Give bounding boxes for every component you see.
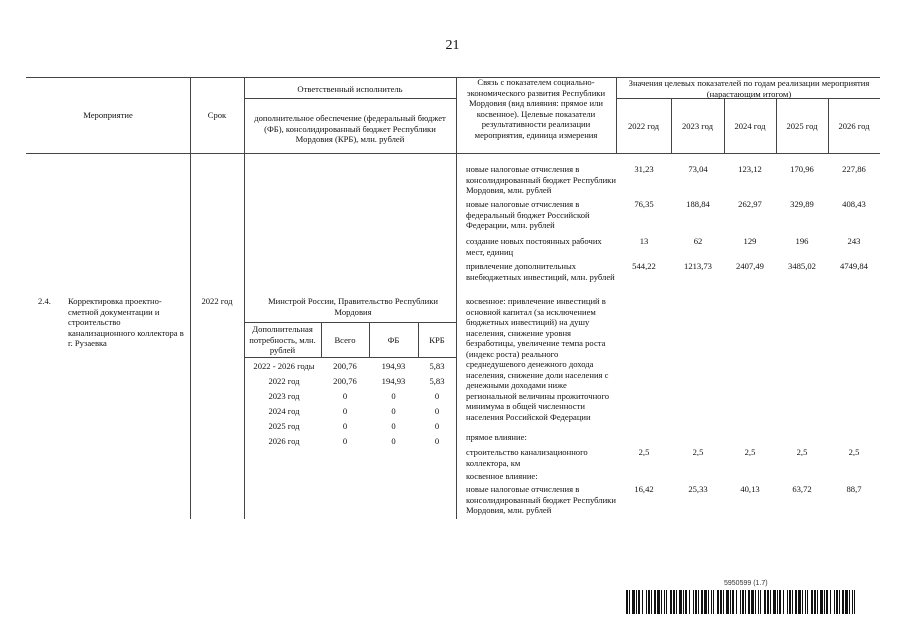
indicator-value: 2,5 bbox=[848, 447, 860, 457]
funding-header-bottom-line bbox=[244, 357, 456, 358]
funding-period: 2024 год bbox=[268, 406, 300, 416]
indicator-value: 2407,49 bbox=[736, 261, 764, 271]
funding-period: 2023 год bbox=[268, 391, 300, 401]
indicator-text: привлечение дополнительных внебюджетных инвестиций, млн. рублей bbox=[466, 261, 615, 282]
funding-total: 0 bbox=[342, 391, 348, 401]
header-year-2023: 2023 год bbox=[681, 121, 714, 131]
indicator-value: 63,72 bbox=[792, 484, 812, 494]
indicator-value: 123,12 bbox=[738, 164, 762, 174]
funding-total: 200,76 bbox=[333, 361, 357, 371]
funding-total: 200,76 bbox=[333, 376, 357, 386]
col-divider-3 bbox=[456, 77, 457, 519]
indicator-value: 3485,02 bbox=[788, 261, 816, 271]
indicator-value: 40,13 bbox=[740, 484, 760, 494]
funding-header-krb: КРБ bbox=[429, 335, 445, 345]
indicator-value: 31,23 bbox=[634, 164, 654, 174]
indicator-value: 196 bbox=[795, 236, 809, 246]
indicator-value: 408,43 bbox=[842, 199, 866, 209]
header-measure: Мероприятие bbox=[83, 110, 133, 120]
funding-period: 2022 - 2026 годы bbox=[253, 361, 315, 371]
funding-period: 2022 год bbox=[268, 376, 300, 386]
indicator-value: 262,97 bbox=[738, 199, 762, 209]
header-year-2022: 2022 год bbox=[627, 121, 660, 131]
indicator-text: новые налоговые отчисления в консолидированный бюджет Республики Мордовия, млн. рублей bbox=[466, 484, 616, 515]
indicator-value: 76,35 bbox=[634, 199, 654, 209]
header-bottom-border bbox=[26, 153, 880, 154]
header-funding: дополнительное обеспечение (федеральный бюджет (ФБ), консолидированный бюджет Республики Мордовия (КРБ), млн. рублей bbox=[254, 113, 446, 144]
indicator-value: 170,96 bbox=[790, 164, 814, 174]
indicator-text: косвенное: привлечение инвестиций в основной капитал (за исключением бюджетных инвестиций) на душу населения, снижение уровня безработицы, увеличение темпа роста (индекс роста) реального среднедушевого денежного дохода населения, снижение доли населения с денежными доходами ниже региональной величины прожиточного минимума в общей численности населения Российской Федерации bbox=[466, 296, 610, 422]
funding-total: 0 bbox=[342, 436, 348, 446]
indicator-value: 2,5 bbox=[744, 447, 756, 457]
indicator-value: 1213,73 bbox=[684, 261, 712, 271]
funding-total: 0 bbox=[342, 406, 348, 416]
indicator-value: 73,04 bbox=[688, 164, 708, 174]
barcode-icon bbox=[626, 590, 858, 614]
indicator-value: 2,5 bbox=[638, 447, 650, 457]
indicator-value: 188,84 bbox=[686, 199, 710, 209]
responsible-subheader-line bbox=[244, 98, 456, 99]
indicator-value: 16,42 bbox=[634, 484, 654, 494]
indicator-text: косвенное влияние: bbox=[466, 471, 538, 481]
col-divider-2 bbox=[244, 77, 245, 519]
col-divider-4 bbox=[616, 77, 617, 154]
indicator-text: строительство канализационного коллектора, км bbox=[466, 447, 588, 468]
indicator-value: 2,5 bbox=[796, 447, 808, 457]
header-term: Срок bbox=[207, 110, 227, 120]
indicator-value: 25,33 bbox=[688, 484, 708, 494]
funding-krb: 5,83 bbox=[429, 361, 445, 371]
header-year-2025: 2025 год bbox=[786, 121, 818, 131]
indicator-value: 329,89 bbox=[790, 199, 814, 209]
funding-fb: 0 bbox=[391, 406, 396, 416]
measure-name: Корректировка проектно-сметной документации и строительство канализационного коллектора в г. Рузаевка bbox=[68, 296, 184, 348]
measure-number: 2.4. bbox=[38, 296, 51, 306]
funding-fb: 0 bbox=[391, 421, 396, 431]
header-year-2026: 2026 год bbox=[838, 121, 870, 131]
indicator-text: прямое влияние: bbox=[466, 432, 527, 442]
funding-krb: 0 bbox=[434, 421, 440, 431]
header-values: Значения целевых показателей по годам реализации мероприятия (нарастающим итогом) bbox=[628, 78, 870, 99]
indicator-value: 544,22 bbox=[632, 261, 656, 271]
measure-responsible: Минстрой России, Правительство Республики Мордовия bbox=[268, 296, 438, 317]
header-link: Связь с показателем социально-экономического развития Республики Мордовия (вид влияния: прямое или косвенное). Целевые показатели результативности реализации мероприятия, единица измерения bbox=[466, 77, 606, 140]
indicator-value: 2,5 bbox=[692, 447, 704, 457]
funding-fb: 0 bbox=[391, 391, 396, 401]
indicator-value: 243 bbox=[847, 236, 861, 246]
funding-period: 2026 год bbox=[268, 436, 300, 446]
funding-krb: 0 bbox=[434, 406, 440, 416]
indicator-text: новые налоговые отчисления в федеральный бюджет Российской Федерации, млн. рублей bbox=[466, 199, 590, 230]
indicator-text: новые налоговые отчисления в консолидированный бюджет Республики Мордовия, млн. рублей bbox=[466, 164, 616, 195]
indicator-value: 129 bbox=[743, 236, 757, 246]
funding-period: 2025 год bbox=[268, 421, 300, 431]
indicator-value: 13 bbox=[639, 236, 649, 246]
header-responsible: Ответственный исполнитель bbox=[297, 84, 403, 94]
funding-krb: 5,83 bbox=[429, 376, 445, 386]
funding-top-line bbox=[244, 322, 456, 323]
funding-krb: 0 bbox=[434, 436, 440, 446]
indicator-value: 227,86 bbox=[842, 164, 866, 174]
page-number: 21 bbox=[445, 38, 460, 53]
funding-fb: 194,93 bbox=[381, 376, 406, 386]
funding-header-total: Всего bbox=[334, 335, 356, 345]
indicator-value: 4749,84 bbox=[840, 261, 868, 271]
indicator-value: 88,7 bbox=[846, 484, 862, 494]
funding-header-need: Дополнительная потребность, млн. рублей bbox=[249, 324, 316, 355]
funding-fb: 194,93 bbox=[381, 361, 406, 371]
indicator-value: 62 bbox=[693, 236, 703, 246]
barcode-number: 5950599 (1.7) bbox=[724, 580, 768, 587]
funding-header-fb: ФБ bbox=[387, 335, 400, 345]
indicator-text: создание новых постоянных рабочих мест, единиц bbox=[466, 236, 602, 257]
funding-krb: 0 bbox=[434, 391, 440, 401]
funding-fb: 0 bbox=[391, 436, 396, 446]
header-year-2024: 2024 год bbox=[734, 121, 766, 131]
measure-term: 2022 год bbox=[201, 296, 233, 306]
funding-total: 0 bbox=[342, 421, 348, 431]
